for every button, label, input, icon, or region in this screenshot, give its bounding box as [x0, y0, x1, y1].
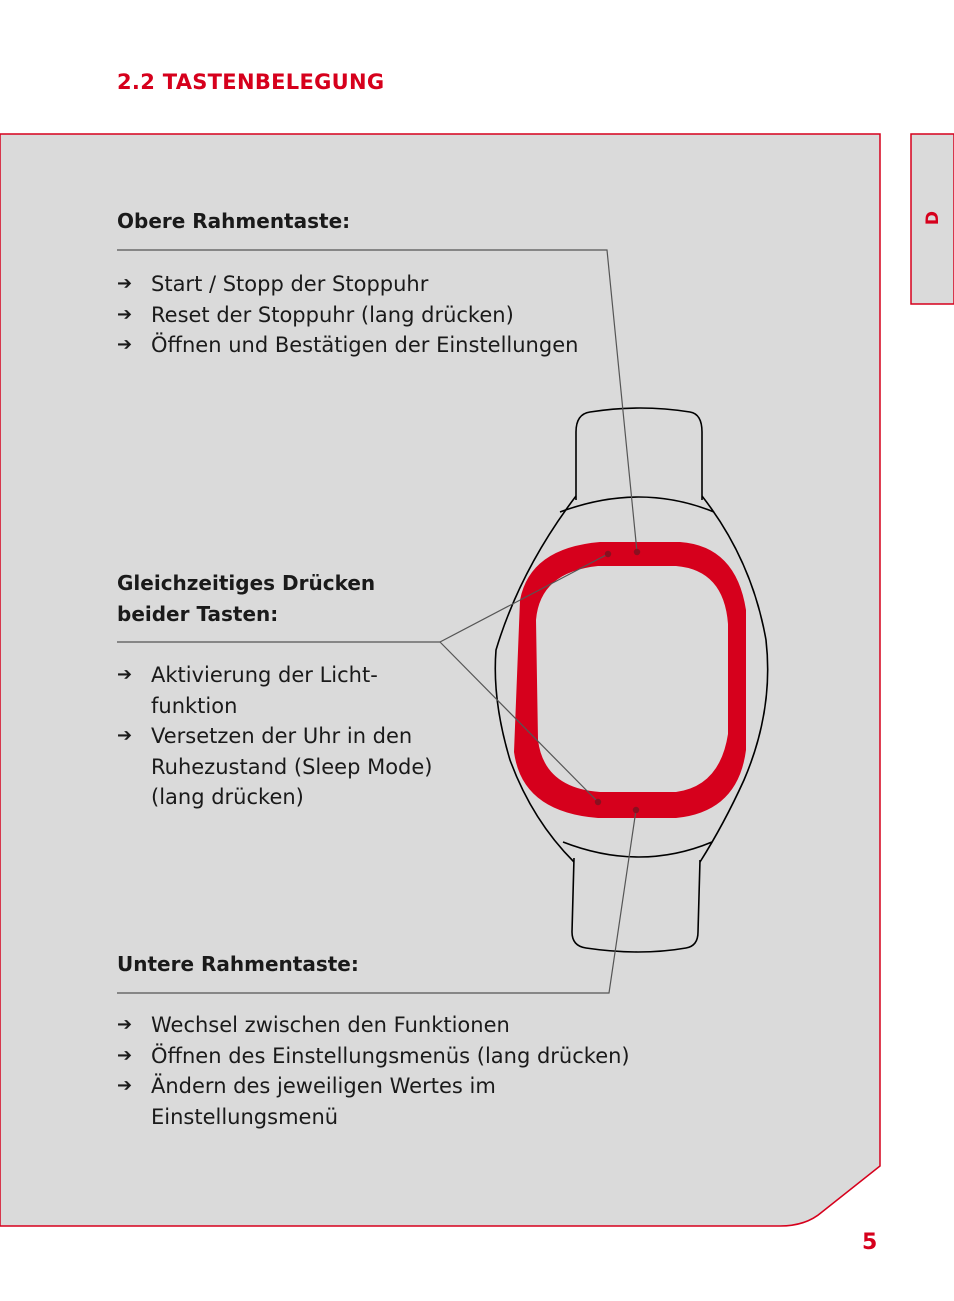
list-item: ➔ Versetzen der Uhr in den Ruhezustand (Sleep Mode) (lang drücken)	[117, 721, 433, 813]
arrow-right-icon: ➔	[117, 1075, 133, 1096]
arrow-right-icon: ➔	[117, 725, 133, 746]
heading-bottom-button: Untere Rahmentaste:	[117, 952, 359, 976]
list-item: ➔ Wechsel zwischen den Funktionen	[117, 1010, 630, 1041]
list-item: ➔ Öffnen des Einstellungsmenüs (lang drücken)	[117, 1041, 630, 1072]
arrow-right-icon: ➔	[117, 664, 133, 685]
page-title: 2.2 TASTENBELEGUNG	[117, 70, 385, 94]
list-item: ➔ Ändern des jeweiligen Wertes im Einstellungsmenü	[117, 1071, 630, 1132]
list-both-buttons	[117, 660, 433, 813]
list-item: ➔ Start / Stopp der Stoppuhr	[117, 269, 578, 300]
page-number: 5	[862, 1230, 878, 1255]
list-item: ➔ Aktivierung der Licht- funktion	[117, 660, 433, 721]
list-bottom-button	[117, 1010, 630, 1132]
arrow-right-icon: ➔	[117, 334, 133, 355]
list-item: ➔ Öffnen und Bestätigen der Einstellungen	[117, 330, 578, 361]
arrow-right-icon: ➔	[117, 1014, 133, 1035]
arrow-right-icon: ➔	[117, 303, 133, 325]
list-item: ➔ Reset der Stoppuhr (lang drücken)	[117, 300, 578, 331]
side-tab-letter: D	[923, 210, 943, 226]
arrow-right-icon: ➔	[117, 1044, 133, 1066]
heading-top-button: Obere Rahmentaste:	[117, 209, 351, 233]
arrow-right-icon: ➔	[117, 273, 133, 294]
list-top-button	[117, 269, 578, 361]
heading-both-buttons: Gleichzeitiges Drücken beider Tasten:	[117, 571, 376, 626]
